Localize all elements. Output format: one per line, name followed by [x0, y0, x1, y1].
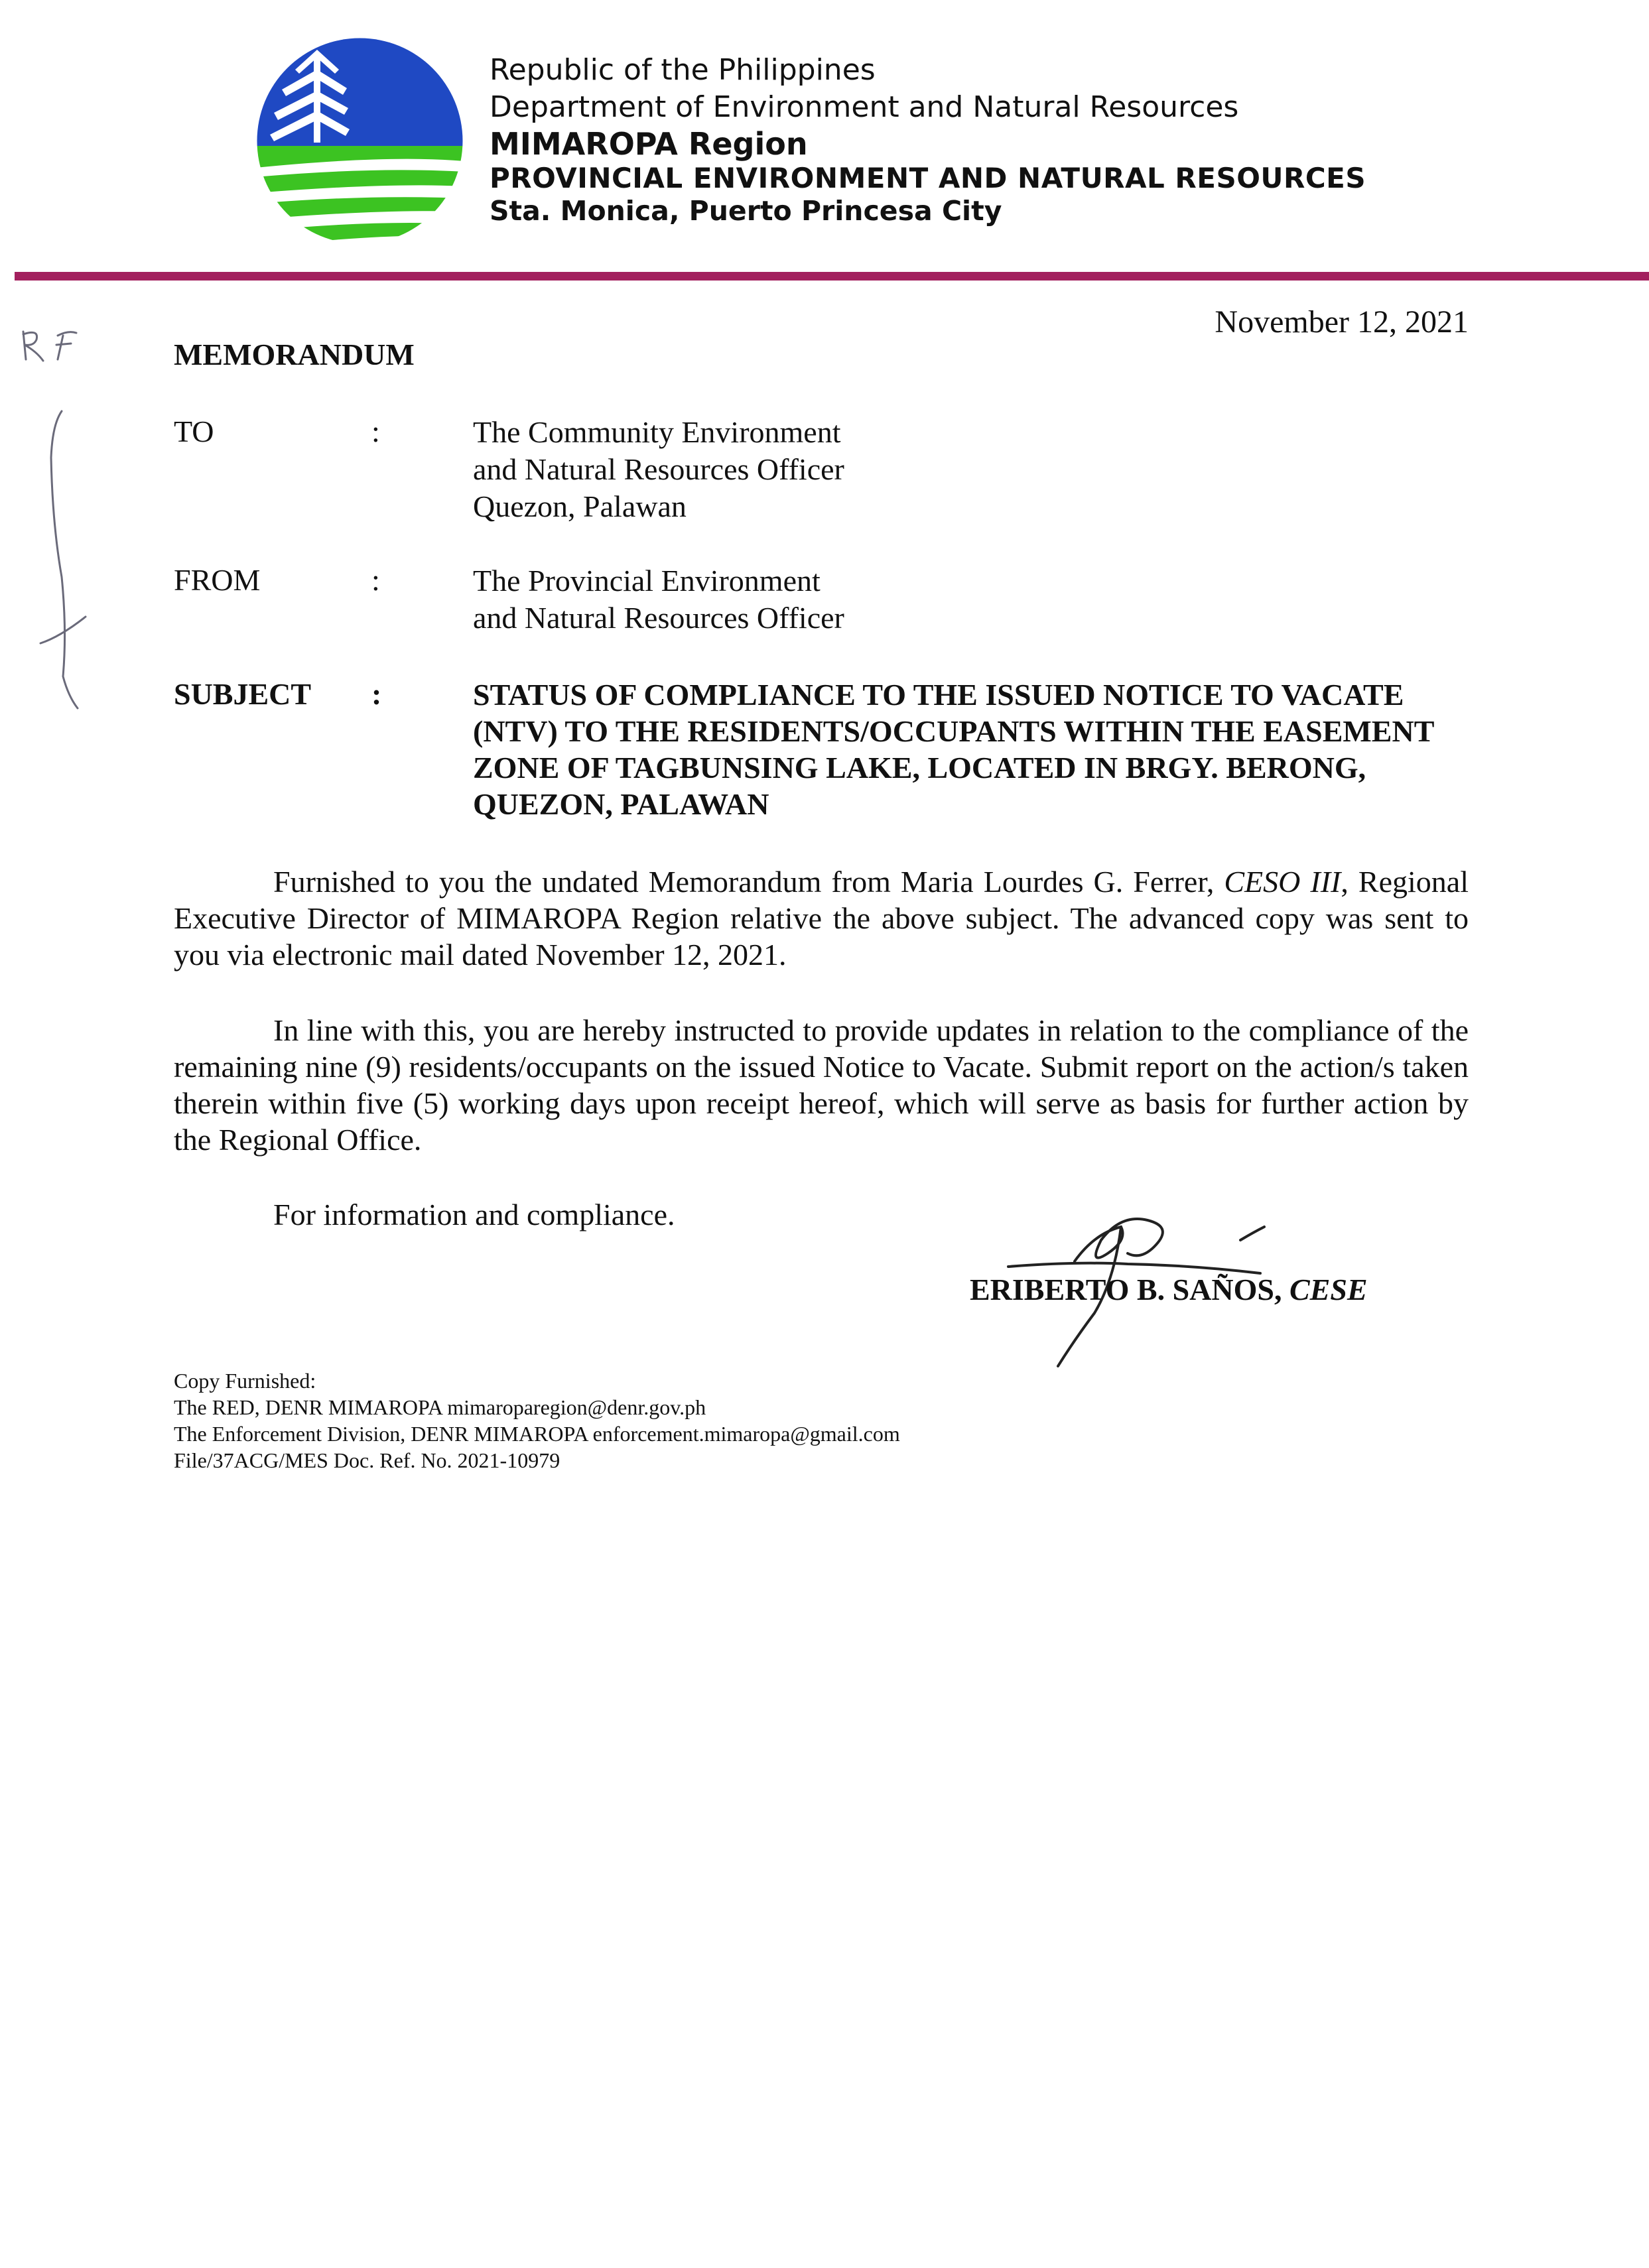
to-label: TO [174, 414, 214, 448]
header-department: Department of Environment and Natural Resources [490, 90, 1239, 124]
from-line: and Natural Resources Officer [473, 601, 844, 635]
subject-text: STATUS OF COMPLIANCE TO THE ISSUED NOTICE TO VACATE (NTV) TO THE RESIDENTS/OCCUPANTS WITHIN THE EASEMENT ZONE OF TAGBUNSING LAKE, LOCATED IN BRGY. BERONG, QUEZON, PALAWAN [473, 678, 1434, 821]
signatory-name [970, 1272, 1368, 1307]
to-colon: : [371, 414, 380, 448]
from-sender [473, 562, 844, 637]
memo-date: November 12, 2021 [1215, 304, 1469, 340]
header-divider [15, 272, 1649, 281]
copy-furnished-title: Copy Furnished: [174, 1369, 316, 1393]
margin-annotation-icon [17, 325, 103, 736]
p1-designation: CESO III [1224, 865, 1341, 899]
signatory-name-text: ERIBERTO B. SAÑOS, [970, 1273, 1289, 1306]
header-region: MIMAROPA Region [490, 126, 808, 162]
subject-colon: : [371, 677, 382, 711]
to-line: The Community Environment [473, 415, 841, 449]
header-republic: Republic of the Philippines [490, 53, 876, 87]
memo-title: MEMORANDUM [174, 338, 415, 371]
p2-text: In line with this, you are hereby instructed to provide updates in relation to the compliance of the remaining nine (9) residents/occupants on the issued Notice to Vacate. Submit report on the action/s taken therein within five (5) working days upon receipt hereof, which will serve as basis for further action by the Regional Office. [174, 1013, 1469, 1157]
copy-furnished [174, 1367, 900, 1474]
signatory-suffix: CESE [1289, 1273, 1368, 1306]
to-recipient [473, 414, 844, 525]
copy-furnished-line: The Enforcement Division, DENR MIMAROPA enforcement.mimaropa@gmail.com [174, 1422, 900, 1446]
copy-furnished-line: File/37ACG/MES Doc. Ref. No. 2021-10979 [174, 1448, 561, 1472]
p3-text: For information and compliance. [273, 1198, 675, 1231]
to-line: Quezon, Palawan [473, 489, 687, 523]
from-label: FROM [174, 563, 261, 597]
body-paragraph-2 [174, 1012, 1469, 1158]
to-line: and Natural Resources Officer [473, 452, 844, 486]
p1-text-a: Furnished to you the undated Memorandum from Maria Lourdes G. Ferrer, [273, 865, 1224, 899]
from-colon: : [371, 563, 380, 597]
body-paragraph-1 [174, 863, 1469, 973]
header-address: Sta. Monica, Puerto Princesa City [490, 195, 1002, 227]
copy-furnished-line: The RED, DENR MIMAROPA mimaroparegion@denr.gov.ph [174, 1395, 706, 1419]
denr-logo-icon [255, 36, 464, 245]
p1-text-b: , Regional Executive Director of MIMAROPA Region relative the above subject. The advanced copy was sent to you via electronic mail dated November 12, 2021. [174, 865, 1469, 972]
header-provincial-office: PROVINCIAL ENVIRONMENT AND NATURAL RESOURCES [490, 162, 1366, 194]
from-line: The Provincial Environment [473, 564, 821, 598]
subject-label: SUBJECT [174, 677, 312, 711]
